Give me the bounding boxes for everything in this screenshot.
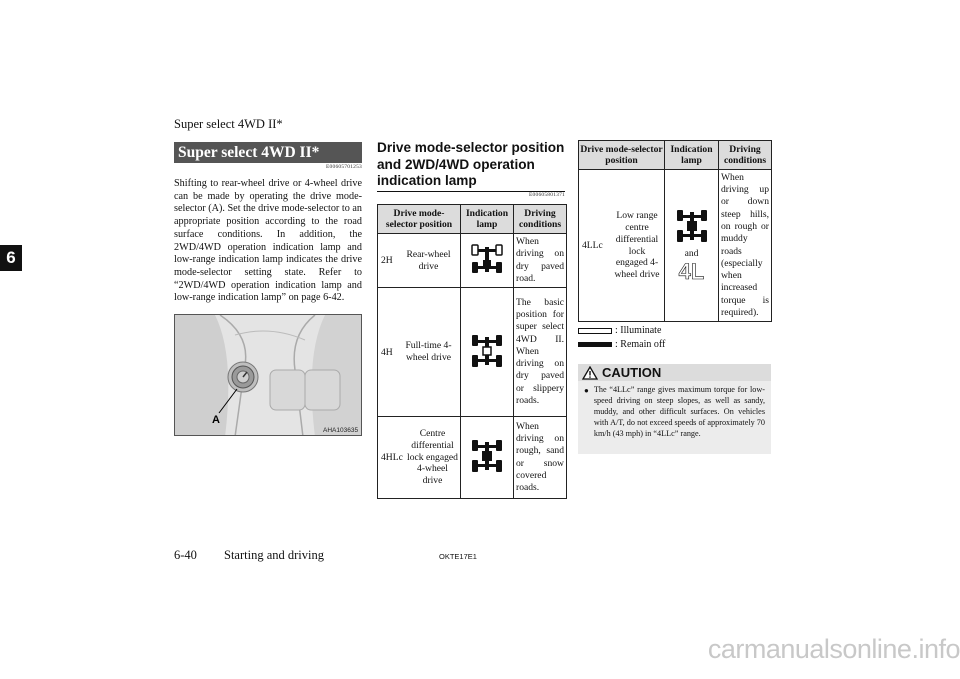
drive-mode-selector-photo (174, 314, 362, 436)
legend-remain-off-label: : Remain off (615, 339, 666, 350)
position-code: 2H (381, 255, 393, 266)
section-title: Super select 4WD II* (174, 142, 362, 163)
position-code: 4H (381, 346, 393, 358)
illuminate-swatch (578, 328, 612, 334)
col-header-position: Drive mode-selector position (579, 141, 665, 170)
position-description: Low range centre differential lock engaged 4-wheel drive (614, 210, 660, 281)
row-4hlc (378, 417, 461, 499)
position-description: Full-time 4-wheel drive (405, 340, 452, 363)
row-4h-conditions: The basic position for super select 4WD II. When driving on dry paved or slippery roads. (514, 288, 567, 417)
callout-a: A (212, 414, 220, 426)
legend-remain-off (578, 339, 665, 350)
watermark: carmanualsonline.info (707, 634, 960, 664)
row-4llc-indicators (665, 170, 719, 322)
chapter-tab: 6 (0, 245, 22, 271)
col-header-conditions: Driving conditions (719, 141, 772, 170)
warning-triangle-icon (582, 366, 598, 380)
heading-code: E00605801371 (528, 192, 565, 198)
remain-off-swatch (578, 342, 612, 347)
4wd-drivetrain-icon (461, 288, 514, 417)
col-header-conditions: Driving conditions (514, 205, 567, 234)
4wd-locked-drivetrain-icon (461, 417, 514, 499)
figure-code: AHA103635 (323, 427, 359, 434)
low-range-4l-icon: 4L (678, 258, 705, 284)
caution-header (578, 364, 771, 381)
position-description: Centre differential lock engaged 4-wheel drive (407, 428, 458, 487)
running-head: Super select 4WD II* (174, 117, 283, 131)
bullet-icon: ● (584, 386, 589, 395)
low-range-table (578, 140, 772, 322)
2wd-drivetrain-icon (461, 234, 514, 288)
caution-box (578, 364, 771, 454)
col-header-lamp: Indication lamp (665, 141, 719, 170)
4wd-locked-drivetrain-icon (667, 209, 716, 246)
col-header-position: Drive mode-selector position (378, 205, 461, 234)
table-header-row (579, 141, 772, 170)
row-2h (378, 234, 461, 288)
chapter-name: Starting and driving (224, 548, 324, 562)
row-4h (378, 288, 461, 417)
console-illustration (175, 315, 362, 436)
caution-text: The “4LLc” range gives maximum torque for low-speed driving on steep slopes, as well as sandy, muddy, and other difficult surfaces. On vehicles with A/T, do not exceed speeds of approximately 70 km/h (43 mph) in “4LLc” range. (593, 385, 765, 438)
document-code: OKTE17E1 (439, 552, 477, 561)
and-label: and (684, 247, 699, 259)
legend-illuminate (578, 325, 661, 336)
section-heading: Drive mode-selector position and 2WD/4WD operation indication lamp (377, 140, 565, 188)
position-description: Rear-wheel drive (406, 248, 451, 272)
caution-title: CAUTION (602, 365, 662, 380)
drive-mode-table (377, 204, 567, 499)
page-number: 6-40 (174, 548, 197, 562)
row-2h-conditions: When driving on dry paved road. (514, 234, 567, 288)
section-code: E00605701253 (325, 164, 362, 170)
legend-illuminate-label: : Illuminate (615, 325, 662, 336)
caution-item (578, 381, 771, 440)
row-4hlc-conditions: When driving on rough, sand or snow covered roads. (514, 417, 567, 499)
position-code: 4LLc (582, 240, 603, 251)
row-4llc (579, 170, 665, 322)
section-body: Shifting to rear-wheel drive or 4-wheel drive can be made by operating the drive mode-selector (A). Set the drive mode-selector to an appropriate position according to the road surface conditions. In addition, the 2WD/4WD operation indication lamp and low-range indication lamp indicates the drive mode-selector setting state. Refer to “2WD/4WD operation indication lamp and low-range indication lamp” on page 6-42. (174, 178, 362, 304)
position-code: 4HLc (381, 451, 403, 463)
table-row (579, 170, 772, 322)
table-header-row (378, 205, 567, 234)
col-header-lamp: Indication lamp (461, 205, 514, 234)
table-row (378, 417, 567, 499)
table-row (378, 288, 567, 417)
row-4llc-conditions: When driving up or down steep hills, on rough or muddy roads (especially when increased torque is required). (719, 170, 772, 322)
table-row (378, 234, 567, 288)
